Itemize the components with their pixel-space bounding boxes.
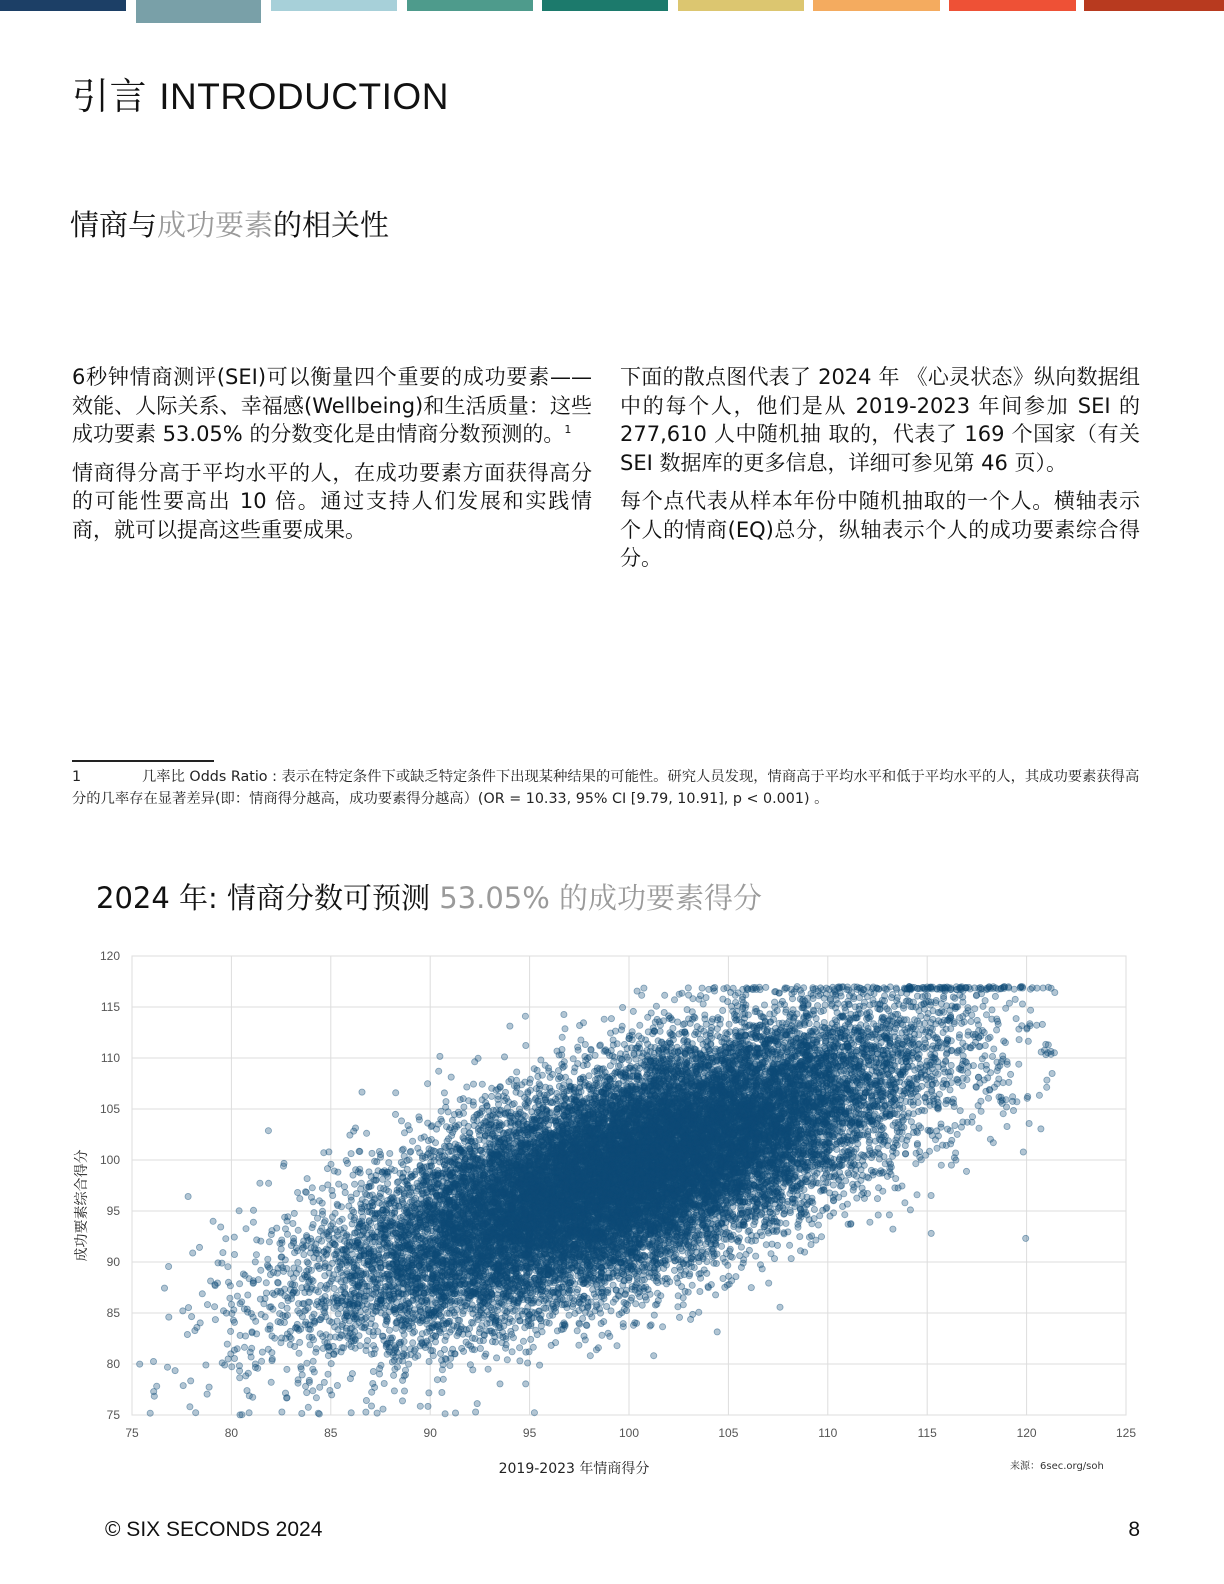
- data-point: [612, 1028, 618, 1034]
- data-point: [1039, 1021, 1045, 1027]
- data-point: [317, 1331, 323, 1337]
- data-point: [713, 1292, 719, 1298]
- footnote-number: 1: [72, 766, 142, 788]
- x-tick-label: 120: [1017, 1426, 1037, 1440]
- data-point: [1011, 986, 1017, 992]
- data-point: [316, 1411, 322, 1417]
- y-tick-label: 85: [107, 1306, 121, 1320]
- data-point: [610, 1299, 616, 1305]
- data-point: [218, 1224, 224, 1230]
- data-point: [978, 1108, 984, 1114]
- data-point: [440, 1376, 446, 1382]
- x-tick-label: 90: [424, 1426, 438, 1440]
- data-point: [485, 1366, 491, 1372]
- page-title: [72, 66, 449, 120]
- data-point: [867, 1219, 873, 1225]
- data-point: [654, 1290, 660, 1296]
- footnote-divider: [72, 760, 214, 762]
- data-point: [566, 1312, 572, 1318]
- top-color-bar: [0, 0, 1224, 24]
- data-point: [561, 1011, 567, 1017]
- data-point: [220, 1250, 226, 1256]
- section-title-part-c: 的相关性: [273, 208, 389, 242]
- y-tick-label: 95: [107, 1204, 121, 1218]
- data-point: [531, 1410, 537, 1416]
- section-title-highlight: 成功要素: [157, 208, 273, 242]
- data-point: [180, 1383, 186, 1389]
- data-point: [811, 1206, 817, 1212]
- data-point: [982, 998, 988, 1004]
- data-point: [1038, 1126, 1044, 1132]
- data-point: [295, 1259, 301, 1265]
- data-point: [279, 1409, 285, 1415]
- x-tick-label: 115: [918, 1426, 937, 1440]
- paragraph: 下面的散点图代表了 2024 年 《心灵状态》纵向数据组中的每个人，他们是从 2019-2023 年间参加 SEI 的 277,610 人中随机抽 取的，代表了 169 个国家（有关 SEI 数据库的更多信息，详细可参见第 46 页）。: [620, 363, 1140, 477]
- data-point: [229, 1364, 235, 1370]
- data-point: [425, 1081, 431, 1087]
- y-tick-label: 105: [100, 1102, 120, 1116]
- section-title: [70, 203, 389, 244]
- color-segment: [407, 0, 533, 11]
- x-tick-label: 100: [619, 1426, 639, 1440]
- data-point: [386, 1327, 392, 1333]
- chart-title-main: 2024 年: 情商分数可预测: [96, 881, 430, 915]
- data-point: [206, 1384, 212, 1390]
- data-point: [761, 1002, 767, 1008]
- data-point: [394, 1364, 400, 1370]
- data-point: [523, 1381, 529, 1387]
- x-tick-label: 125: [1116, 1426, 1136, 1440]
- paragraph: 情商得分高于平均水平的人，在成功要素方面获得高分的可能性要高出 10 倍。通过支持人们发展和实践情商，就可以提高这些重要成果。: [72, 459, 592, 545]
- x-tick-label: 105: [718, 1426, 738, 1440]
- data-point: [538, 1057, 544, 1063]
- data-point: [787, 1242, 793, 1248]
- y-tick-label: 110: [101, 1051, 120, 1065]
- y-tick-label: 115: [101, 1000, 120, 1014]
- data-point: [827, 997, 833, 1003]
- footnote-ref[interactable]: 1: [564, 423, 571, 436]
- data-point: [263, 1290, 269, 1296]
- data-point: [212, 1304, 218, 1310]
- data-point: [231, 1319, 237, 1325]
- color-segment: [136, 0, 261, 23]
- chart-title-highlight: 53.05% 的成功要素得分: [439, 881, 762, 915]
- data-point: [1000, 1111, 1006, 1117]
- data-point: [1004, 1123, 1010, 1129]
- data-point: [196, 1244, 202, 1250]
- data-point: [814, 1021, 820, 1027]
- data-point: [228, 1328, 234, 1334]
- data-point: [266, 1239, 272, 1245]
- chart-title: [96, 876, 762, 917]
- paragraph-text: 6秒钟情商测评(SEI)可以衡量四个重要的成功要素——效能、人际关系、幸福感(Wellbeing)和生活质量：这些成功要素 53.05% 的分数变化是由情商分数预测的。: [72, 365, 592, 446]
- page-title-en: INTRODUCTION: [159, 76, 449, 117]
- y-tick-label: 120: [100, 949, 120, 963]
- data-point: [187, 1404, 193, 1410]
- x-tick-label: 75: [125, 1426, 139, 1440]
- data-point: [907, 1207, 913, 1213]
- data-point: [874, 1196, 880, 1202]
- data-point: [1006, 1079, 1012, 1085]
- data-point: [231, 1234, 237, 1240]
- page-title-cn: 引言: [72, 75, 147, 118]
- data-point: [234, 1293, 240, 1299]
- data-point: [331, 1285, 337, 1291]
- y-tick-label: 80: [107, 1357, 121, 1371]
- color-segment: [678, 0, 804, 11]
- data-point: [890, 1226, 896, 1232]
- x-tick-label: 95: [523, 1426, 537, 1440]
- data-point: [517, 1345, 523, 1351]
- color-segment: [542, 0, 668, 11]
- data-point: [304, 1176, 310, 1182]
- data-point: [601, 1319, 607, 1325]
- data-point: [237, 1301, 243, 1307]
- paragraph: 每个点代表从样本年份中随机抽取的一个人。横轴表示个人的情商(EQ)总分，纵轴表示个人的成功要素综合得分。: [620, 487, 1140, 573]
- data-point: [702, 1012, 708, 1018]
- color-segment: [1084, 0, 1224, 11]
- data-point: [410, 1138, 416, 1144]
- body-column-right: [620, 363, 1140, 583]
- x-tick-label: 80: [225, 1426, 239, 1440]
- data-point: [928, 1192, 934, 1198]
- footnote-text: 几率比 Odds Ratio : 表示在特定条件下或缺乏特定条件下出现某种结果的可能性。研究人员发现，情商高于平均水平和低于平均水平的人，其成功要素获得高分的几率存在显著差异(即：情商得分越高，成功要素得分越高）(OR = 10.33, 95% CI [9.79, 10.91], p < 0.001) 。: [72, 769, 1139, 807]
- y-tick-label: 100: [100, 1153, 120, 1167]
- body-column-left: [72, 363, 592, 554]
- data-point: [574, 1328, 580, 1334]
- data-point: [416, 1114, 422, 1120]
- color-segment: [271, 0, 397, 11]
- data-point: [231, 1251, 237, 1257]
- data-point: [236, 1208, 242, 1214]
- data-point: [301, 1252, 307, 1258]
- scatter-chart: [60, 940, 1160, 1490]
- y-tick-label: 90: [107, 1255, 121, 1269]
- data-point: [748, 1285, 754, 1291]
- data-point: [193, 1410, 199, 1416]
- section-title-part-a: 情商与: [70, 208, 157, 242]
- color-segment: [0, 0, 126, 11]
- x-tick-label: 85: [324, 1426, 338, 1440]
- data-point: [957, 1108, 963, 1114]
- data-point: [295, 1227, 301, 1233]
- color-segment: [949, 0, 1076, 11]
- data-point: [164, 1364, 170, 1370]
- data-point: [934, 1145, 940, 1151]
- data-point: [317, 1384, 323, 1390]
- paragraph: [72, 363, 592, 449]
- color-segment: [813, 0, 940, 11]
- footnote: [72, 766, 1142, 810]
- data-point: [489, 1093, 495, 1099]
- y-tick-label: 75: [107, 1408, 121, 1422]
- x-tick-label: 110: [818, 1426, 837, 1440]
- data-point: [210, 1218, 216, 1224]
- data-point: [632, 1320, 638, 1326]
- data-point: [720, 1275, 726, 1281]
- data-point: [278, 1246, 284, 1252]
- data-point: [259, 1358, 265, 1364]
